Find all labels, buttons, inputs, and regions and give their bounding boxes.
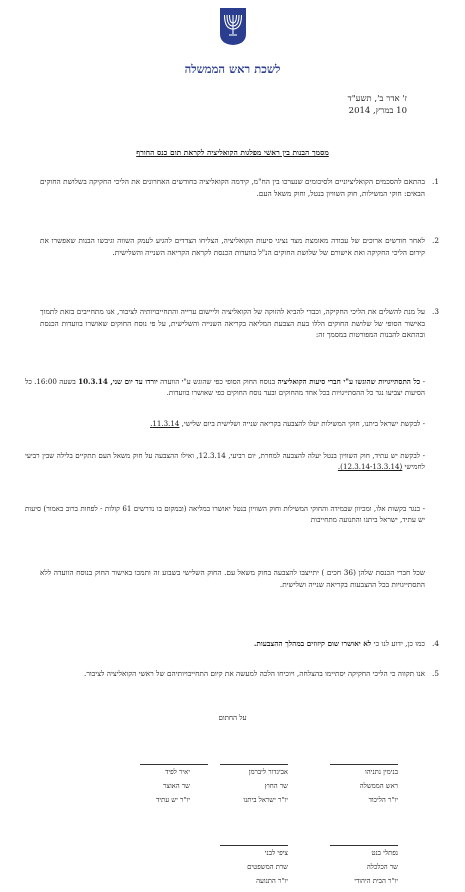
paragraph-text: כמו כן, ידוע לנו כי bbox=[371, 639, 425, 648]
signatory-party: יו"ר יש עתיד bbox=[156, 796, 190, 804]
signatory-lapid bbox=[110, 765, 190, 807]
signed-label: על החתום bbox=[218, 714, 247, 722]
bullet-text: כנגד בקשות אלו, ומכיוון שבמידה והחוקי המשילות וחוק השוויון בנטל יאושרו במליאה (ובמקום בו נדרשים 61 קולות - לפחות ברוב כאמור) סיעות יש עתיד, ישראל ביתנו והתנועה מתחייבות bbox=[25, 504, 425, 524]
signatory-role: שר החוץ bbox=[264, 782, 288, 790]
paragraph-number: 4. bbox=[432, 639, 439, 648]
bullet-4: - כנגד בקשות אלו, ומכיוון שבמידה והחוקי המשילות וחוק השוויון בנטל יאושרו במליאה (ובמקום בו נדרשים 61 קולות - לפחות ברוב כאמור) סיעות יש עתיד, ישראל ביתנו והתנועה מתחייבות bbox=[25, 504, 425, 524]
signatory-name: ציפי לבני bbox=[264, 849, 288, 857]
date-hebrew: ז' אדר ב', תשע"ד bbox=[347, 94, 407, 104]
paragraph-3 bbox=[40, 306, 439, 341]
document-title: מסמך הבנות בין ראשי מפלגות הקואליציה לקראת תום כנס החורף bbox=[136, 148, 329, 157]
signatory-role: שר הכלכלה bbox=[366, 863, 398, 871]
date-gregorian: 10 במרץ, 2014 bbox=[348, 106, 407, 116]
signatory-liberman bbox=[208, 765, 288, 807]
paragraph-text: לאחר חודשים ארוכים של עבודה מאומצת מצד נציגי סיעות הקואליציה, הצליחו הצדדים להגיע לעמק השווה וגיבשו הבנות שאפשרו את קידום הליכי החקיקה ואת אישורם של שלושת החוקים הנ"ל בוועדות הכנסת לקראת הקריאה השנייה והשלישית. bbox=[40, 236, 425, 257]
paragraph-number: 2. bbox=[432, 236, 439, 245]
bullet-bold: כל התסתייגויות שהוגשו ע"י חברי סיעות הקואליציה bbox=[277, 377, 421, 386]
paragraph-text: על מנת להשלים את הליכי החקיקה, וכבדי להביא להזוקה של הקואליציה וליישום ערייה והתחייבויותיה לציבור, אנו מתחייבים בזאת לתמוך באישור הסופי של שלושת החוקים הללו בעת הצבעת המליאה בקריאה השנייה והשלישית, על פי נוסח החוקים שאושרו בוועדות הכנסת ובהתאם להבנות המפורטות במסמך זה: bbox=[40, 307, 425, 339]
paragraph-bold: לא יאושרו שום קיזוזים במהלך ההצבעות. bbox=[253, 639, 372, 648]
signatory-party: יו"ר התנועה bbox=[256, 877, 288, 885]
paragraph-text: בהתאם להסכמים הקואליציוניים ולסיכומים שנערכו בין הח"מ, קידמה הקואליציה בחודשים האחרונים את הליכי החקיקה בשלושת החוקים הבאים: חוקי המשילות, חוק השוויון בנטל, וחוק משאל העם. bbox=[40, 177, 425, 198]
bullet-text: לבקשת ישראל ביתנו, חוקי המשילות יעלו להצבעה בקריאה שנייה ושלישית ביום שלישי, bbox=[179, 419, 421, 428]
paragraph-number: 5. bbox=[432, 669, 439, 678]
signatory-role: ראש הממשלה bbox=[359, 782, 398, 790]
signatory-name: נפתלי בנט bbox=[371, 849, 398, 857]
paragraph-continuation: שכל חברי הכנסת שלהן (36 חכים ) יתייצבו להצבעה בחוק משאל עם. החוק השלישי בשבוע זה ותמכו באישור החוק בנוסח הוועדה ללא התסתייגויות בכל ההצבעות בקריאה שנייה ושלישית. bbox=[40, 568, 426, 589]
signatory-name: יאיר לפיד bbox=[165, 768, 190, 776]
paragraph-2 bbox=[40, 235, 439, 258]
signatory-netanyahu bbox=[318, 765, 398, 807]
office-title: לשכת ראש הממשלה bbox=[184, 62, 281, 76]
bullet-bold: יורדו עד יום שני, 10.3.14 bbox=[78, 377, 158, 386]
signatory-party: יו"ר הליכוד bbox=[368, 796, 398, 804]
bullet-underlined: 11.3.14. bbox=[150, 419, 180, 428]
bullet-2: - לבקשת ישראל ביתנו, חוקי המשילות יעלו להצבעה בקריאה שנייה ושלישית ביום שלישי, 11.3.14. bbox=[150, 419, 425, 428]
signatory-party: יו"ר הבית היהודי bbox=[354, 877, 398, 885]
paragraph-text: אנו תקווה כי הליכי החקיקה יסתיימו בהצלחה, ויוכיחו הלכה למעשה את קיום התחייבויותיהם של ראשי הקואליציה לציבור. bbox=[84, 669, 425, 678]
signatory-livni bbox=[208, 846, 288, 888]
paragraph-number: 1. bbox=[432, 177, 439, 186]
paragraph-number: 3. bbox=[432, 307, 439, 316]
bullet-3: - לבקשת יש עתיד, חוק השוויון בנטל יעלה להצבעה למחרת, יום רביעי, 12.3.14, ואילו ההצבעה על חוק משאל העם תתקיים בלילה שבין רביעי לחמישי (12.3.14-13.3.14). bbox=[25, 451, 425, 471]
signatory-party: יו"ר ישראל ביתנו bbox=[243, 796, 288, 804]
paragraph-1 bbox=[40, 176, 439, 199]
bullet-text: לבקשת יש עתיד, חוק השוויון בנטל יעלה להצבעה למחרת, יום רביעי, 12.3.14, ואילו ההצבעה על חוק משאל העם תתקיים בלילה שבין רביעי לחמישי bbox=[25, 451, 425, 471]
bullet-underlined: (12.3.14-13.3.14). bbox=[337, 462, 403, 471]
paragraph-5 bbox=[40, 668, 439, 680]
date-block bbox=[348, 93, 407, 117]
bullet-1: - כל התסתייגויות שהוגשו ע"י חברי סיעות הקואליציה בנוסח החוק הסופי כפי שהוגש ע"י הוועדה יורדו עד יום שני, 10.3.14 בשעה 16:00. כל הסיעות יצביעו נגד כל ההסתייגויות בכל אחד מהחוקים ובעד נוסח החוקים כפי שאושרו בוועדות. bbox=[25, 377, 426, 397]
paragraph-4 bbox=[40, 638, 439, 650]
bullet-text: בשעה 16:00. כל הסיעות יצביעו נגד כל ההסתייגויות בכל אחד מהחוקים ובעד נוסח החוקים כפי שאושרו בוועדות. bbox=[25, 377, 425, 397]
signatory-bennett bbox=[318, 846, 398, 888]
menorah-emblem-icon bbox=[217, 6, 249, 46]
signatory-role: שרת המשפטים bbox=[247, 863, 288, 871]
signatory-name: בנימין נתניהו bbox=[365, 768, 398, 776]
signatory-role: שר האוצר bbox=[163, 782, 190, 790]
bullet-text: בנוסח החוק הסופי כפי שהוגש ע"י הוועדה bbox=[157, 377, 278, 386]
signatory-name: אביגדור ליברמן bbox=[248, 768, 288, 776]
